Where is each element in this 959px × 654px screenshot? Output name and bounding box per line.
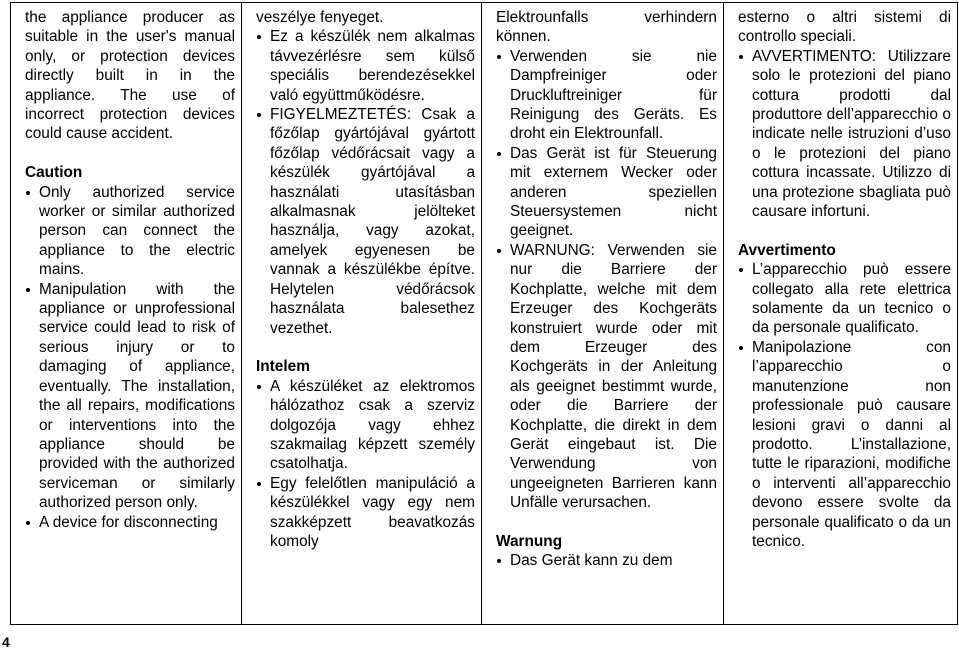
paragraph: esterno o altri sistemi di controllo speciali. — [738, 9, 951, 46]
list-item: FIGYELMEZTETÉS: Csak a főzőlap gyártójával gyártott főzőlap védőrácsait vagy a készülék gyártójával a használati utasításban alkalmasnak jelölteket használja, vagy azokat, amelyek egyenesen be vannak a készülékbe építve. Helytelen védőrácsok használata balesethez vezethet. — [256, 105, 475, 338]
list-item: WARNUNG: Verwenden sie nur die Barriere der Kochplatte, welche mit dem Erzeuger des Kochgeräts konstruiert wurde oder mit dem Erzeuger des Kochgeräts in der Anleitung als geeignet bestimmt wurde, oder die Barriere der Kochplatte, die direkt in dem Gerät eingebaut ist. Die Verwendung von ungeeigneten Barrieren kann Unfälle verursachen. — [496, 241, 717, 513]
list-item: L’apparecchio può essere collegato alla rete elettrica solamente da un tecnico o da personale qualificato. — [738, 260, 951, 338]
paragraph: veszélye fenyeget. — [256, 9, 384, 26]
section-heading: Caution — [25, 164, 83, 182]
list-item: A készüléket az elektromos hálózathoz csak a szerviz dolgozója vagy ehhez szakmailag képzett személy csatolhatja. — [256, 377, 475, 474]
column-german — [482, 3, 724, 624]
column-italian — [724, 3, 957, 624]
list-item: Verwenden sie nie Dampfreiniger oder Druckluftreiniger für Reinigung des Geräts. Es droht ein Elektrounfall. — [496, 47, 717, 144]
column-english — [11, 3, 242, 624]
list-item: Das Gerät ist für Steuerung mit externem Wecker oder anderen speziellen Steuersystemen nicht geeignet. — [496, 144, 717, 241]
paragraph: Elektrounfalls verhindern können. — [496, 9, 717, 46]
list-item: Manipolazione con l’apparecchio o manutenzione non professionale può causare lesioni gravi o danni al prodotto. L’installazione, tutte le riparazioni, modifiche o interventi all’apparecchio devono essere svolte da personale qualificato o da un tecnico. — [738, 338, 951, 551]
section-heading: Avvertimento — [738, 241, 836, 259]
section-heading: Intelem — [256, 358, 310, 376]
list-item: Manipulation with the appliance or unprofessional service could lead to risk of serious injury or to damaging of appliance, eventually. The installation, the all repairs, modifications or interventions into the appliance should be provided with the authorized serviceman or similarly authorized person only. — [25, 280, 235, 513]
list-item: Das Gerät kann zu dem — [496, 551, 717, 570]
list-item: AVVERTIMENTO: Utilizzare solo le protezioni del piano cottura prodotti dal produttore dell’apparecchio o indicate nelle istruzioni d’uso o le protezioni del piano cottura incassate. Utilizzo di una protezione sbagliata può causare infortuni. — [738, 47, 951, 222]
list-item: Ez a készülék nem alkalmas távvezérlésre sem külső speciális berendezésekkel való együttműködésre. — [256, 27, 475, 105]
paragraph: the appliance producer as suitable in the user's manual only, or protection devices directly built in in the appliance. The use of incorrect protection devices could cause accident. — [25, 9, 235, 143]
list-item: A device for disconnecting — [25, 513, 235, 532]
section-heading: Warnung — [496, 532, 563, 550]
column-hungarian — [242, 3, 482, 624]
list-item: Egy felelőtlen manipuláció a készülékkel vagy egy nem szakképzett beavatkozás komoly — [256, 474, 475, 552]
list-item: Only authorized service worker or similar authorized person can connect the appliance to the electric mains. — [25, 183, 235, 280]
page-number: 4 — [2, 634, 10, 650]
document-table — [10, 2, 958, 625]
